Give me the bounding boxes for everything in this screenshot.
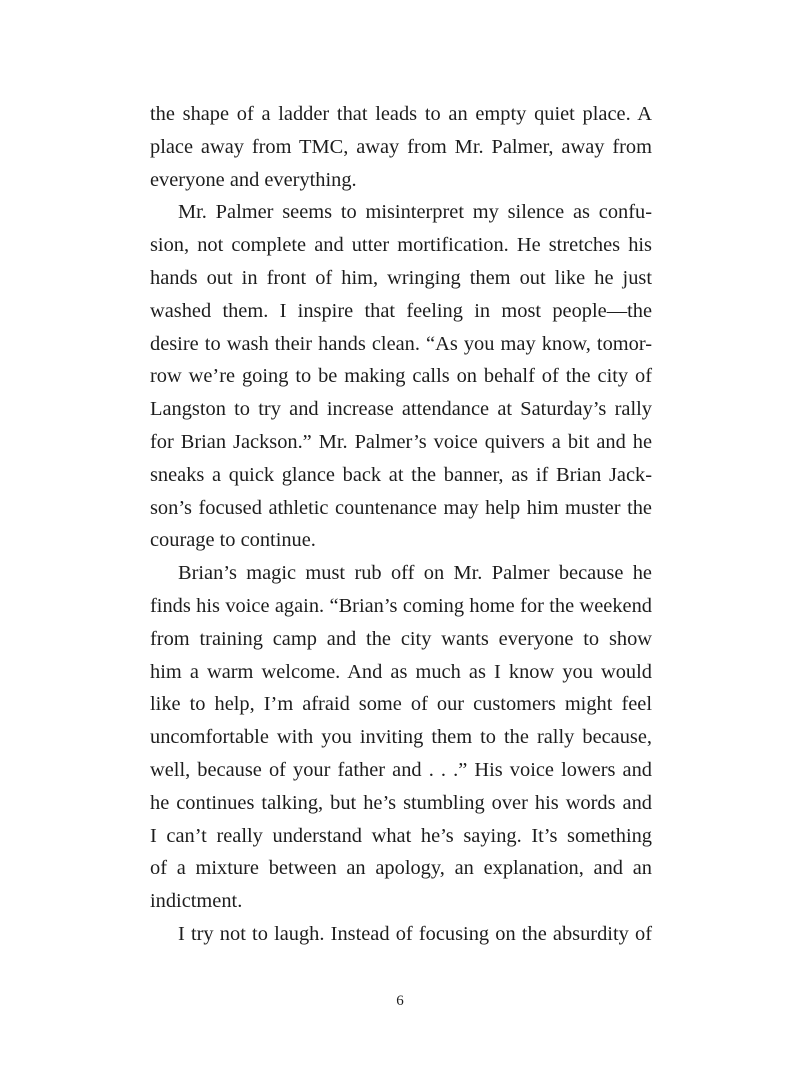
text-line: from training camp and the city wants everyone to show [150,627,652,650]
text-line: finds his voice again. “Brian’s coming home for the weekend [150,594,652,617]
page-number: 6 [396,993,404,1009]
text-line: I try not to laugh. Instead of focusing on the absurdity of [178,922,652,945]
text-line: sneaks a quick glance back at the banner, as if Brian Jack- [150,463,652,486]
text-line: sion, not complete and utter mortification. He stretches his [150,234,652,257]
text-line: courage to continue. [150,529,316,552]
text-line: son’s focused athletic countenance may help him muster the [150,496,652,519]
text-line: Brian’s magic must rub off on Mr. Palmer because he [178,562,652,585]
text-line: the shape of a ladder that leads to an empty quiet place. A [150,103,652,125]
text-line: indictment. [150,890,243,913]
text-line: I can’t really understand what he’s saying. It’s something [150,824,652,847]
text-line: hands out in front of him, wringing them out like he just [150,266,652,289]
paragraph [150,98,652,196]
text-line: row we’re going to be making calls on behalf of the city of [150,365,652,388]
text-line: of a mixture between an apology, an explanation, and an [150,857,652,880]
text-line: desire to wash their hands clean. “As you may know, tomor- [150,332,652,355]
text-line: Mr. Palmer seems to misinterpret my silence as confu- [178,201,652,224]
paragraph [150,557,652,918]
text-line: well, because of your father and . . .” His voice lowers and [150,758,652,781]
text-line: washed them. I inspire that feeling in most people—the [150,299,652,322]
text-line: place away from TMC, away from Mr. Palmer, away from [150,135,652,158]
paragraph [150,918,652,951]
text-line: like to help, I’m afraid some of our customers might feel [150,693,652,716]
paragraph [150,196,652,557]
text-line: everyone and everything. [150,168,357,191]
text-line: him a warm welcome. And as much as I know you would [150,660,652,683]
text-line: uncomfortable with you inviting them to the rally because, [150,726,652,749]
text-line: he continues talking, but he’s stumbling over his words and [150,791,652,814]
text-line: Langston to try and increase attendance at Saturday’s rally [150,398,652,421]
text-line: for Brian Jackson.” Mr. Palmer’s voice quivers a bit and he [150,430,652,453]
body-text [150,98,652,951]
